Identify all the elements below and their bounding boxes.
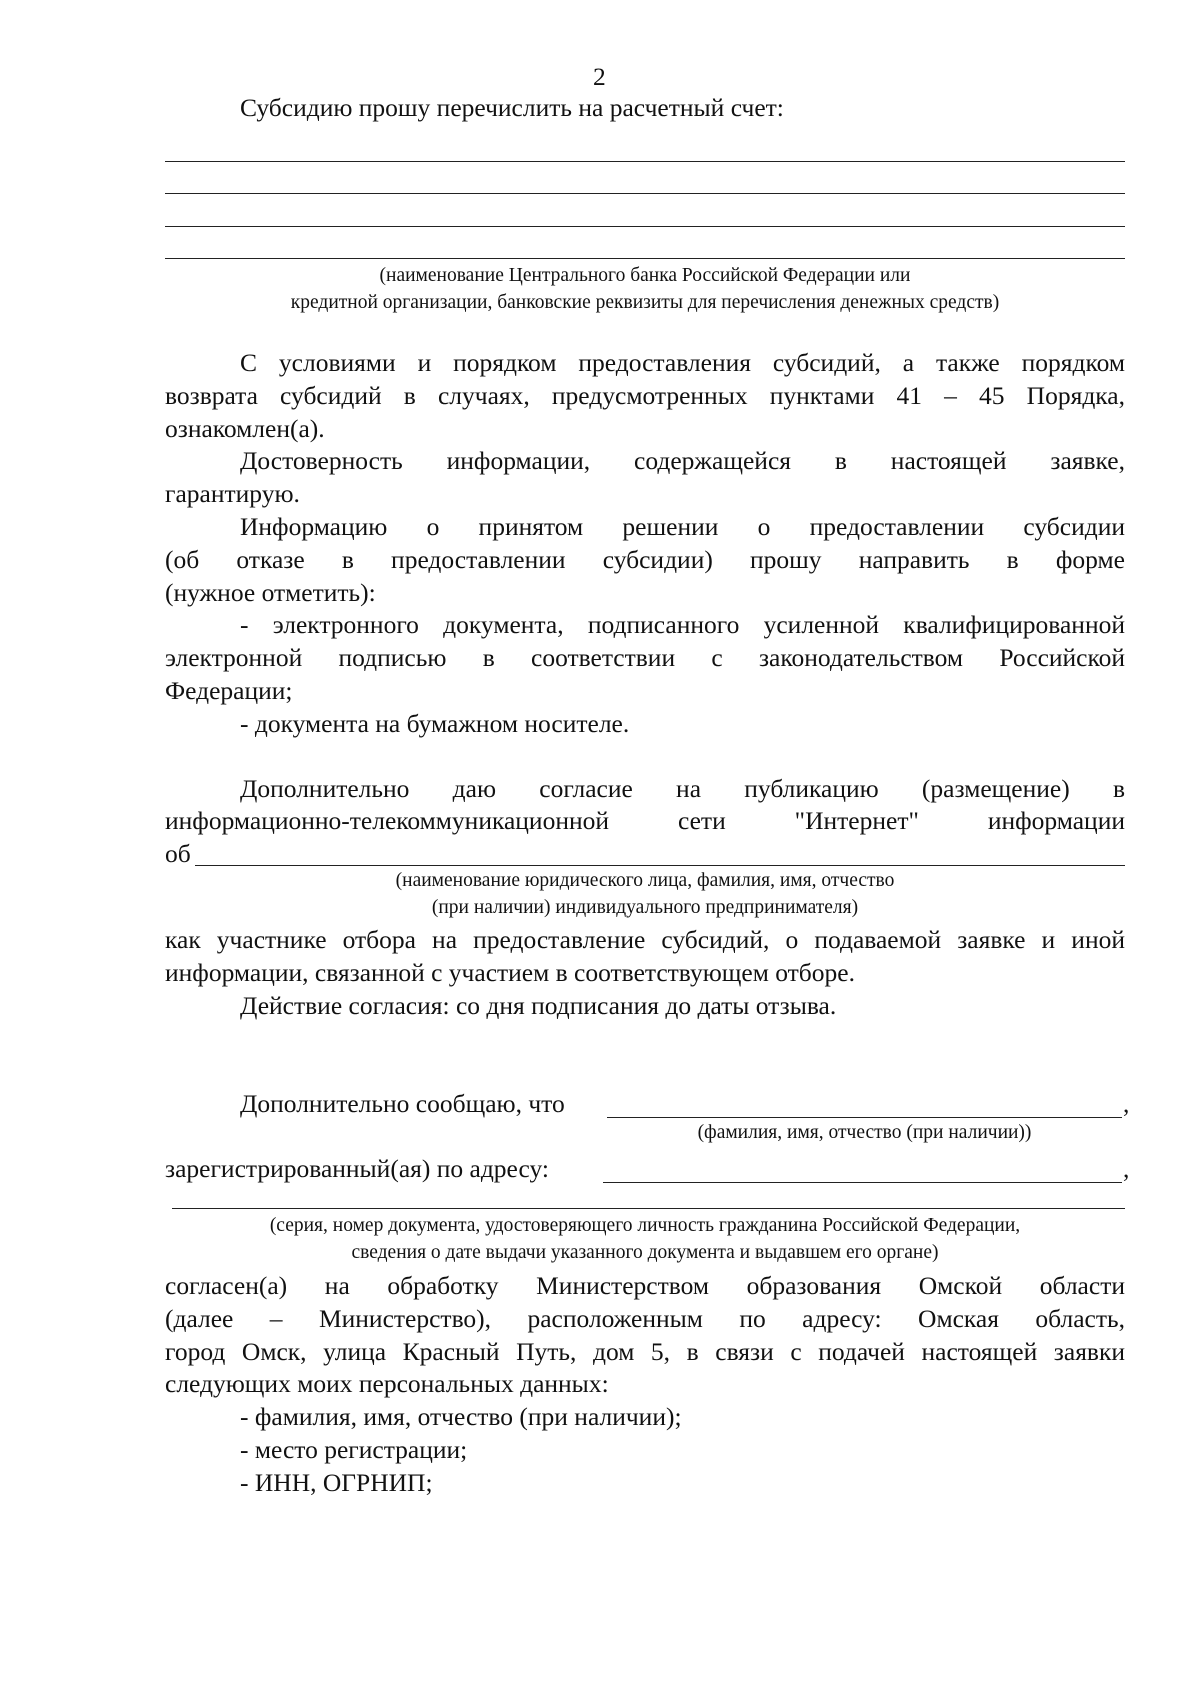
registered-address-label: зарегистрированный(ая) по адресу:: [165, 1154, 549, 1183]
consent-line-2: информационно-телекоммуникационной сети "Интернет" информации: [165, 806, 1125, 835]
consent-line-5: информации, связанной с участием в соответствующем отборе.: [165, 958, 855, 987]
consent-line-3: об: [165, 839, 191, 868]
bank-details-line-1[interactable]: [165, 161, 1125, 162]
personal-data-line-2: (далее – Министерство), расположенным по адресу: Омская область,: [165, 1304, 1125, 1333]
personal-data-line-4: следующих моих персональных данных:: [165, 1369, 609, 1398]
consent-line-1: Дополнительно даю согласие на публикацию (размещение) в: [240, 774, 1125, 803]
personal-data-item-fio: - фамилия, имя, отчество (при наличии);: [240, 1402, 682, 1431]
consent-line-4: как участнике отбора на предоставление субсидий, о подаваемой заявке и иной: [165, 925, 1125, 954]
page-number: 2: [593, 62, 606, 91]
decision-option-paper[interactable]: - документа на бумажном носителе.: [240, 709, 630, 738]
personal-data-item-inn: - ИНН, ОГРНИП;: [240, 1468, 433, 1497]
decision-option-electronic-3: Федерации;: [165, 676, 293, 705]
consent-caption-2: (при наличии) индивидуального предпринимателя): [431, 897, 859, 918]
fio-line[interactable]: [607, 1117, 1122, 1118]
personal-data-line-3: город Омск, улица Красный Путь, дом 5, в связи с подачей настоящей заявки: [165, 1337, 1125, 1366]
reliability-line-2: гарантирую.: [165, 479, 300, 508]
decision-line-1: Информацию о принятом решении о предоставлении субсидии: [240, 512, 1125, 541]
consent-duration: Действие согласия: со дня подписания до даты отзыва.: [240, 991, 837, 1020]
conditions-line-3: ознакомлен(а).: [165, 414, 325, 443]
document-line[interactable]: [172, 1208, 1125, 1209]
personal-intro: Дополнительно сообщаю, что: [240, 1089, 565, 1118]
bank-details-line-2[interactable]: [165, 193, 1125, 194]
document-caption-1: (серия, номер документа, удостоверяющего личность гражданина Российской Федерации,: [269, 1215, 1021, 1236]
fio-caption: (фамилия, имя, отчество (при наличии)): [697, 1122, 1032, 1143]
document-caption-2: сведения о дате выдачи указанного документа и выдавшем его органе): [351, 1242, 939, 1263]
personal-data-item-registration: - место регистрации;: [240, 1435, 468, 1464]
conditions-line-1: С условиями и порядком предоставления субсидий, а также порядком: [240, 348, 1125, 377]
decision-option-electronic-1[interactable]: - электронного документа, подписанного усиленной квалифицированной: [240, 610, 1125, 639]
address-comma: ,: [1123, 1154, 1130, 1183]
decision-line-2: (об отказе в предоставлении субсидии) прошу направить в форме: [165, 545, 1125, 574]
personal-data-line-1: согласен(а) на обработку Министерством образования Омской области: [165, 1271, 1125, 1300]
bank-account-heading: Субсидию прошу перечислить на расчетный счет:: [240, 93, 784, 122]
bank-details-line-4[interactable]: [165, 258, 1125, 259]
consent-name-line[interactable]: [195, 865, 1125, 866]
bank-caption-2: кредитной организации, банковские реквизиты для перечисления денежных средств): [290, 292, 1000, 313]
fio-comma: ,: [1123, 1089, 1130, 1118]
decision-option-electronic-2: электронной подписью в соответствии с законодательством Российской: [165, 643, 1125, 672]
reliability-line-1: Достоверность информации, содержащейся в настоящей заявке,: [240, 446, 1125, 475]
bank-details-line-3[interactable]: [165, 226, 1125, 227]
bank-caption-1: (наименование Центрального банка Российской Федерации или: [379, 265, 911, 286]
conditions-line-2: возврата субсидий в случаях, предусмотренных пунктами 41 – 45 Порядка,: [165, 381, 1125, 410]
consent-caption-1: (наименование юридического лица, фамилия, имя, отчество: [395, 870, 895, 891]
decision-line-3: (нужное отметить):: [165, 578, 376, 607]
address-line[interactable]: [603, 1182, 1122, 1183]
